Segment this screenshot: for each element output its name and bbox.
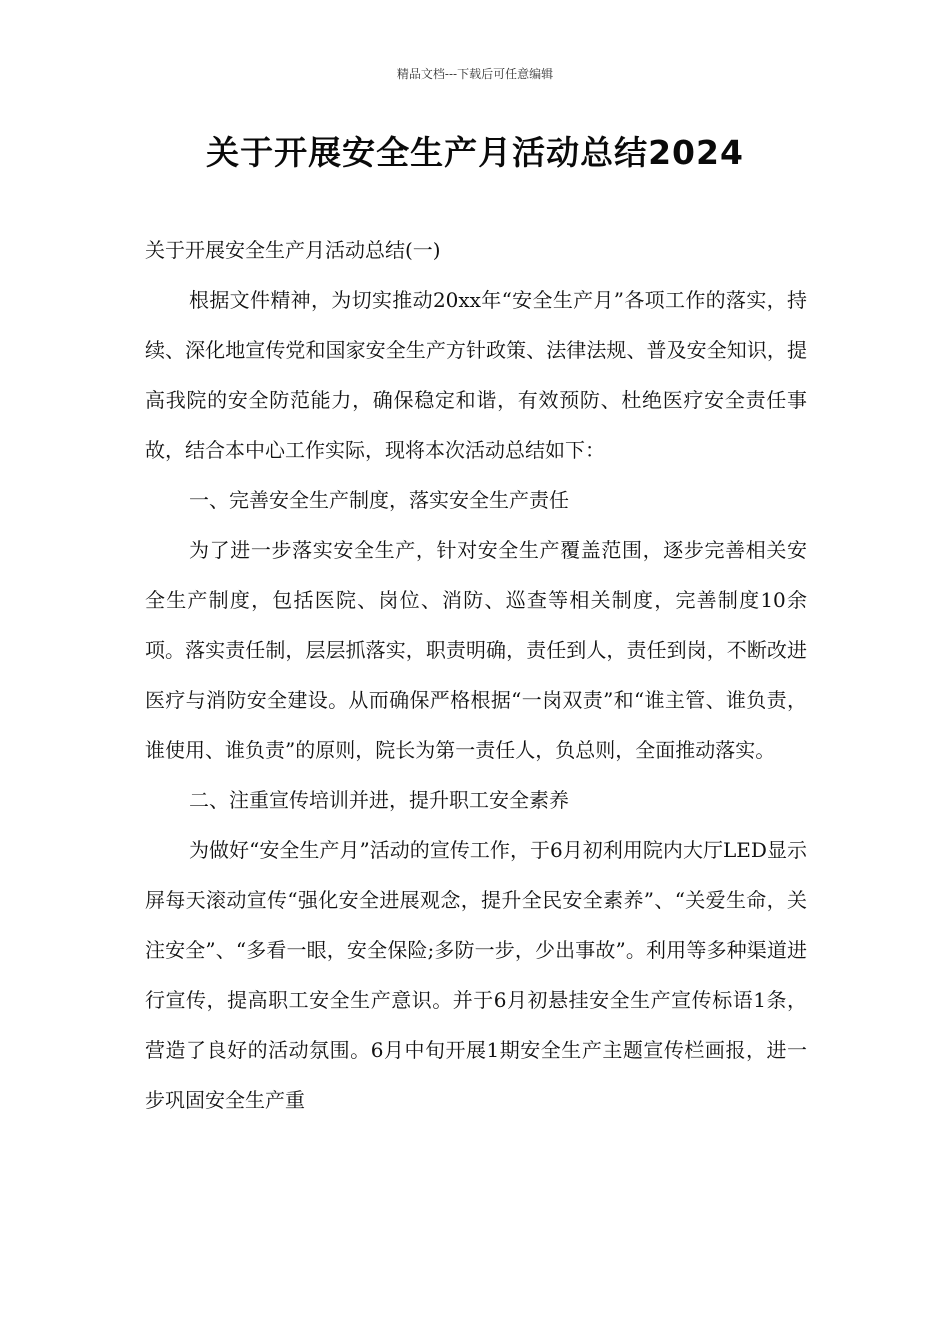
heading-section-1: 一、完善安全生产制度，落实安全生产责任 — [189, 488, 569, 512]
paragraph-section-2: 为做好“安全生产月”活动的宣传工作，于6月初利用院内大厅LED显示屏每天滚动宣传“强化安全进展观念，提升全民安全素养”、“关爱生命，关注安全”、“多看一眼，安全保险;多防一步，少出事故”。利用等多种渠道进行宣传，提高职工安全生产意识。并于6月初悬挂安全生产宣传标语1条，营造了良好的活动氛围。6月中旬开展1期安全生产主题宣传栏画报，进一步巩固安全生产重 — [145, 838, 807, 1112]
heading-section-2: 二、注重宣传培训并进，提升职工安全素养 — [189, 788, 569, 812]
paragraph-section-1: 为了进一步落实安全生产，针对安全生产覆盖范围，逐步完善相关安全生产制度，包括医院、岗位、消防、巡查等相关制度，完善制度10余项。落实责任制，层层抓落实，职责明确，责任到人，责任到岗，不断改进医疗与消防安全建设。从而确保严格根据“一岗双责”和“谁主管、谁负责，谁使用、谁负责”的原则，院长为第一责任人，负总则，全面推动落实。 — [145, 538, 807, 762]
section-title: 关于开展安全生产月活动总结(一) — [145, 238, 441, 262]
paragraph-intro: 根据文件精神，为切实推动20xx年“安全生产月”各项工作的落实，持续、深化地宣传党和国家安全生产方针政策、法律法规、普及安全知识，提高我院的安全防范能力，确保稳定和谐，有效预防、杜绝医疗安全责任事故，结合本中心工作实际，现将本次活动总结如下： — [145, 288, 807, 462]
header-note: 精品文档---下载后可任意编辑 — [396, 67, 554, 81]
document-body — [145, 225, 807, 1125]
document-title: 关于开展安全生产月活动总结2024 — [206, 133, 744, 172]
